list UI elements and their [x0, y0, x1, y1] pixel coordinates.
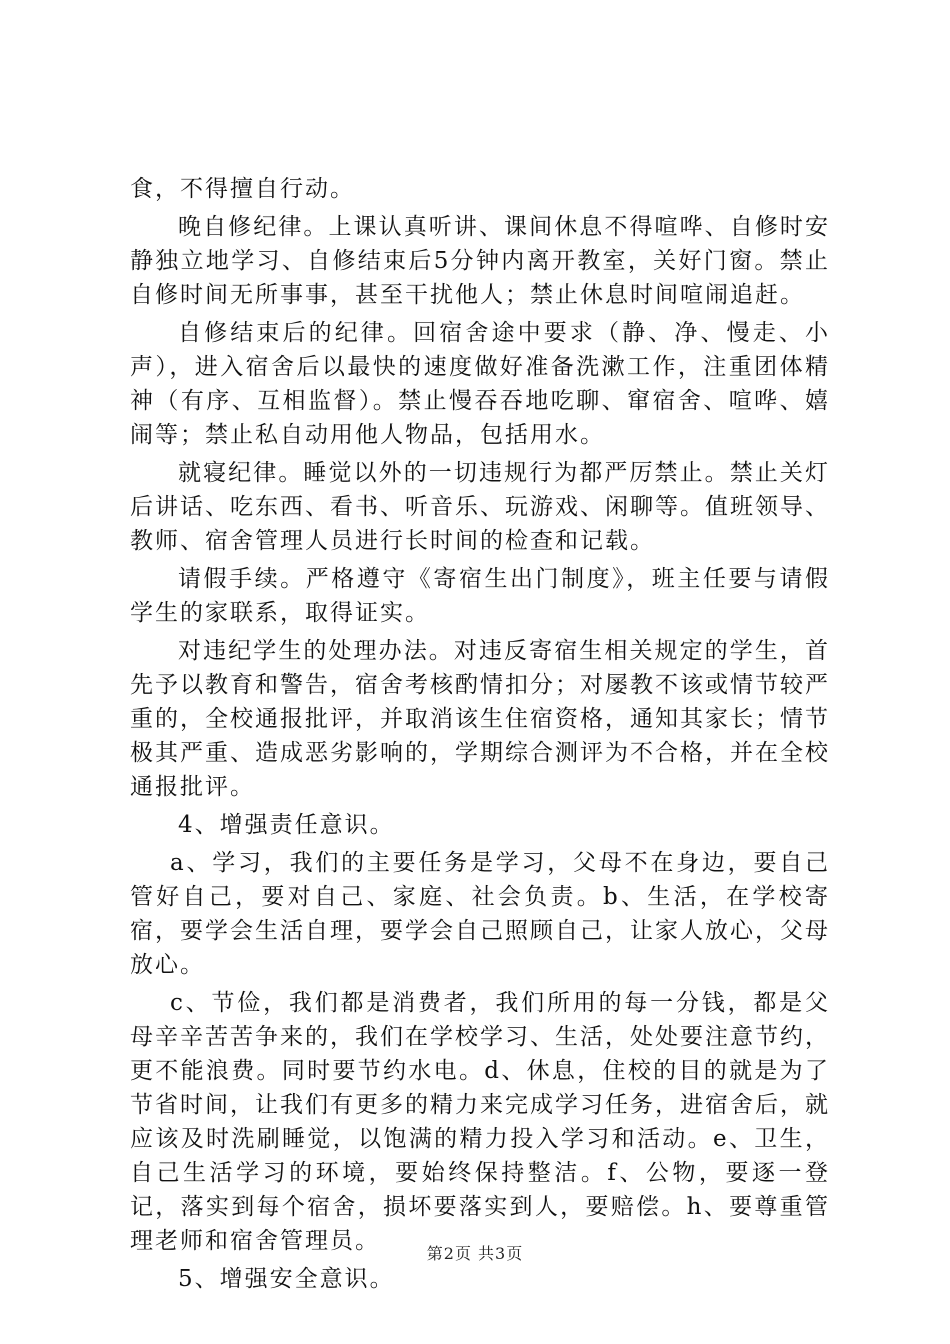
paragraph-evening-study-discipline: 晚自修纪律。上课认真听讲、课间休息不得喧哗、自修时安静独立地学习、自修结束后5分钟内离开教室，关好门窗。禁止自修时间无所事事，甚至干扰他人；禁止休息时间喧闹追赶。	[130, 214, 830, 308]
paragraph-thrift-rest-hygiene: c、节俭，我们都是消费者，我们所用的每一分钱，都是父母辛辛苦苦争来的，我们在学校学习、生活，处处要注意节约，更不能浪费。同时要节约水电。d、休息，住校的目的就是为了节省时间，让我们有更多的精力来完成学习任务，进宿舍后，就应该及时洗刷睡觉，以饱满的精力投入学习和活动。e、卫生，自己生活学习的环境，要始终保持整洁。f、公物，要逐一登记，落实到每个宿舍，损坏要落实到人，要赔偿。h、要尊重管理老师和宿舍管理员。	[130, 990, 830, 1254]
paragraph-leave-procedure: 请假手续。严格遵守《寄宿生出门制度》，班主任要与请假学生的家联系，取得证实。	[130, 566, 830, 626]
heading-safety: 5、增强安全意识。	[178, 1266, 395, 1292]
heading-responsibility: 4、增强责任意识。	[178, 812, 395, 838]
document-body	[130, 172, 830, 1296]
paragraph-violation-handling: 对违纪学生的处理办法。对违反寄宿生相关规定的学生，首先予以教育和警告，宿舍考核酌情扣分；对屡教不该或情节较严重的，全校通报批评，并取消该生住宿资格，通知其家长；情节极其严重、造成恶劣影响的，学期综合测评为不合格，并在全校通报批评。	[130, 638, 830, 800]
paragraph-continuation: 食，不得擅自行动。	[130, 176, 355, 202]
page-footer: 第2页 共3页	[426, 1244, 524, 1263]
paragraph-bedtime-discipline: 就寝纪律。睡觉以外的一切违规行为都严厉禁止。禁止关灯后讲话、吃东西、看书、听音乐、玩游戏、闲聊等。值班领导、教师、宿舍管理人员进行长时间的检查和记载。	[130, 460, 830, 554]
paragraph-study-and-life: a、学习，我们的主要任务是学习，父母不在身边，要自己管好自己，要对自己、家庭、社会负责。b、生活，在学校寄宿，要学会生活自理，要学会自己照顾自己，让家人放心，父母放心。	[130, 850, 830, 978]
paragraph-after-study-discipline: 自修结束后的纪律。回宿舍途中要求（静、净、慢走、小声），进入宿舍后以最快的速度做好准备洗漱工作，注重团体精神（有序、互相监督）。禁止慢吞吞地吃聊、窜宿舍、喧哗、嬉闹等；禁止私自动用他人物品，包括用水。	[130, 320, 830, 448]
